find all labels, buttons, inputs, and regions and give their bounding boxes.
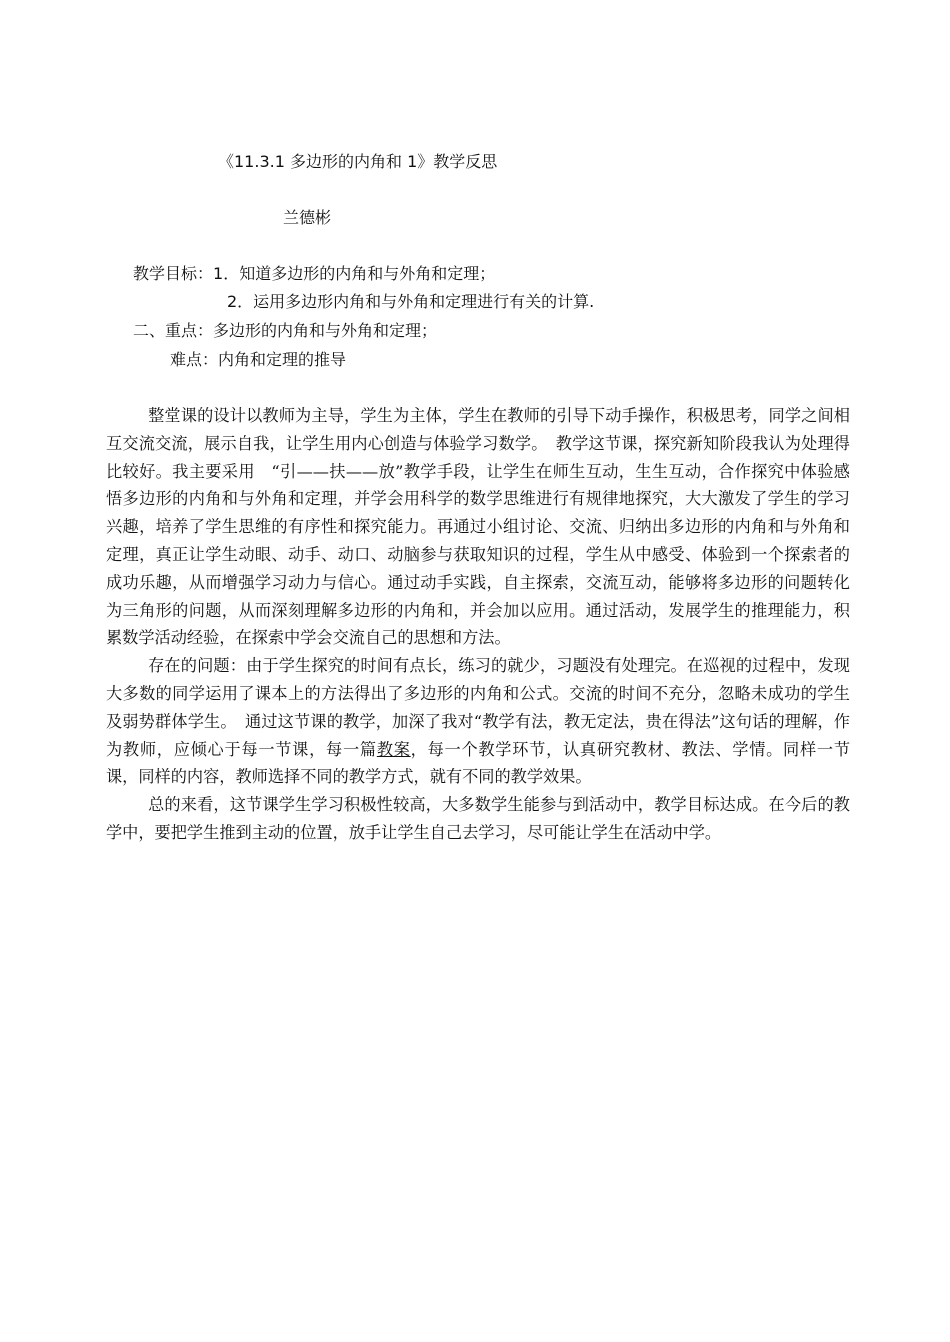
objectives-label: 教学目标：: [133, 264, 214, 283]
paragraph-summary: 总的来看，这节课学生学习积极性较高，大多数学生能参与到活动中，教学目标达成。在今后的教学中，要把学生推到主动的位置，放手让学生自己去学习，尽可能让学生在活动中学。: [106, 795, 850, 842]
keypoint-difficult: 难点：内角和定理的推导: [170, 350, 347, 369]
objective-item-2: 2．运用多边形内角和与外角和定理进行有关的计算.: [227, 292, 595, 311]
document-author: 兰德彬: [283, 208, 332, 227]
objective-item-1: 1．知道多边形的内角和与外角和定理；: [213, 264, 496, 283]
paragraph-problems: [106, 652, 850, 791]
keypoint-important: 二、重点：多边形的内角和与外角和定理；: [133, 321, 438, 340]
paragraph-problems-text-1: 存在的问题：由于学生探究的时间有点长，练习的就少，习题没有处理完。在巡视的过程中，发现大多数的同学运用了课本上的方法得出了多边形的内角和公式。交流的时间不充分，忽略未成功的学生及弱势群体学生。 通过这节课的教学，加深了我对“教学有法，教无定法，贵在得法”这句话的理解，作为教师，应倾心于每一节课，每一篇: [106, 656, 850, 759]
paragraph-problems-text-2: ，每一个教学环节，认真研究教材、教法、学情。同样一节课，同样的内容，教师选择不同的教学方式，就有不同的教学效果。: [106, 739, 851, 787]
paragraph-design: 整堂课的设计以教师为主导，学生为主体，学生在教师的引导下动手操作，积极思考，同学之间相互交流交流，展示自我，让学生用内心创造与体验学习数学。 教学这节课，探究新知阶段我认为处理得比较好。我主要采用 “引——扶——放”教学手段，让学生在师生互动，生生互动，合作探究中体验感悟多边形的内角和与外角和定理，并学会用科学的数学思维进行有规律地探究，大大激发了学生的学习兴趣，培养了学生思维的有序性和探究能力。再通过小组讨论、交流、归纳出多边形的内角和与外角和定理，真正让学生动眼、动手、动口、动脑参与获取知识的过程，学生从中感受、体验到一个探索者的成功乐趣，从而增强学习动力与信心。通过动手实践，自主探索，交流互动，能够将多边形的问题转化为三角形的问题，从而深刻理解多边形的内角和，并会加以应用。通过活动，发展学生的推理能力，积累数学活动经验，在探索中学会交流自己的思想和方法。: [106, 406, 850, 648]
reflection-body: [106, 402, 850, 847]
objectives-line-1: [133, 262, 495, 286]
lesson-plan-link[interactable]: 教案: [376, 739, 411, 759]
document-title: 《11.3.1 多边形的内角和 1》教学反思: [218, 152, 498, 171]
